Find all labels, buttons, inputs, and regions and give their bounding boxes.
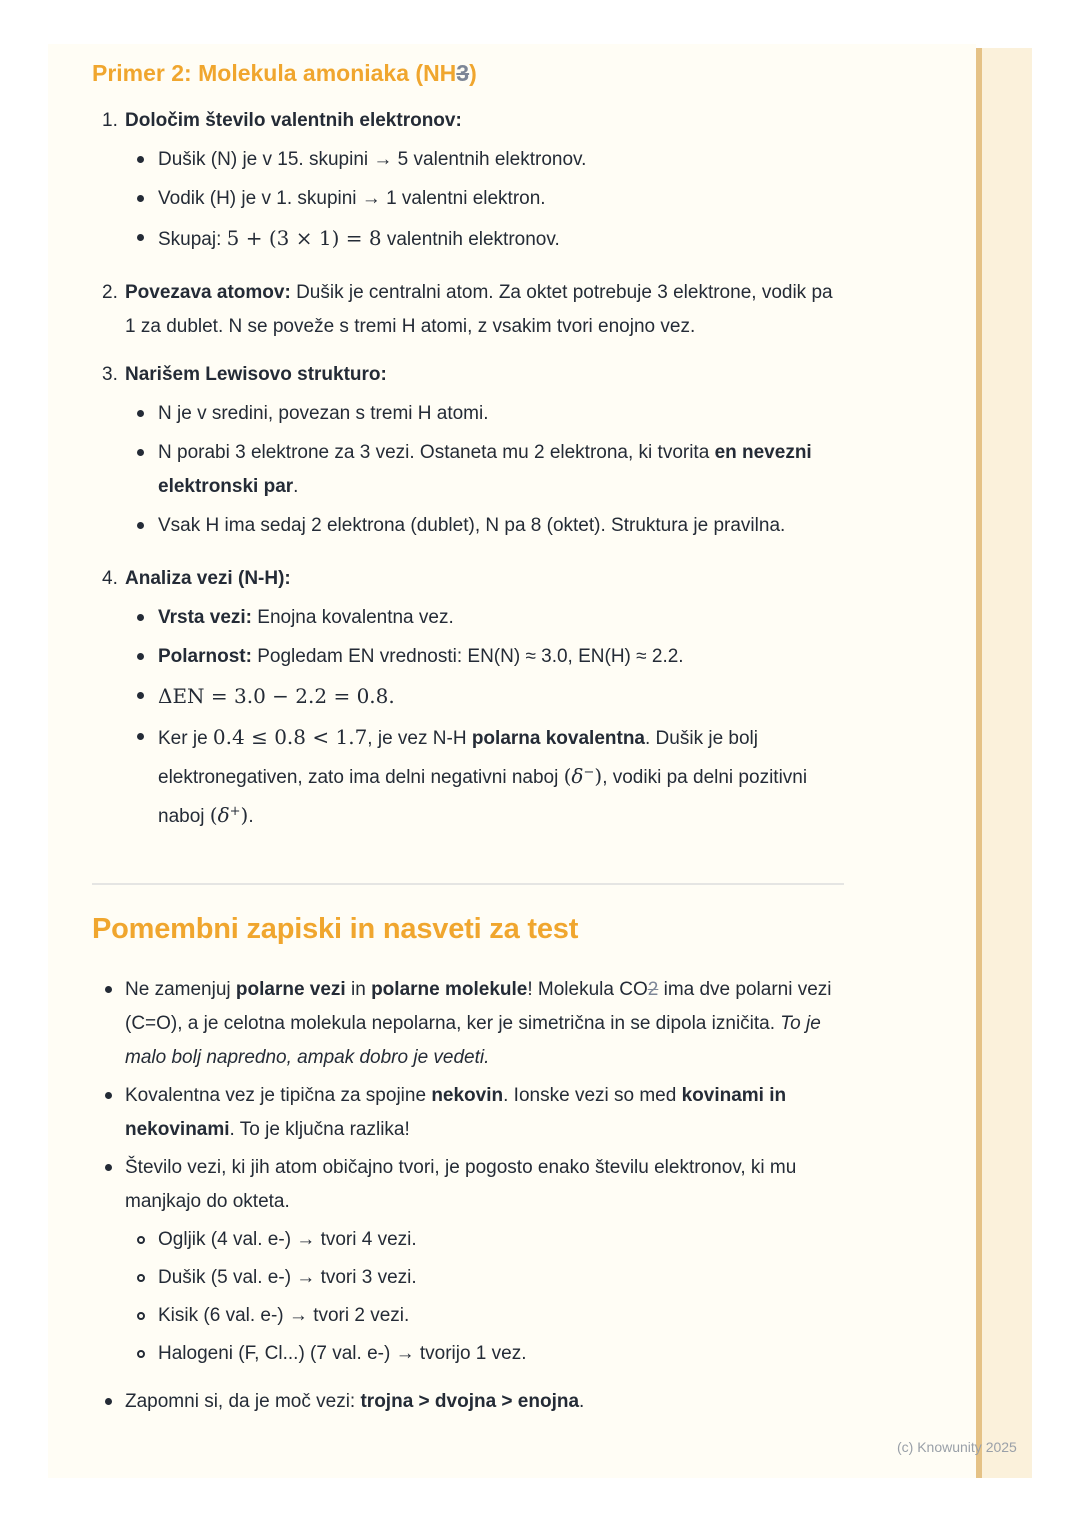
sub-bullet-list xyxy=(125,1223,844,1371)
step-number: 2. xyxy=(102,282,118,303)
text-run: Narišem Lewisovo strukturo: xyxy=(125,364,387,385)
list-item xyxy=(125,601,844,635)
text-run: . Ionske vezi so med xyxy=(503,1085,682,1106)
step-paragraph xyxy=(125,276,844,344)
text-run: kovinami in nekovinami xyxy=(125,1085,787,1140)
text-run: Vodik (H) je v 1. skupini → 1 valentni elektron. xyxy=(158,188,546,209)
list-item xyxy=(125,640,844,674)
text-run: 2 xyxy=(647,979,659,1000)
bullet-list xyxy=(125,143,844,257)
next-page-edge-strip xyxy=(982,48,1032,1478)
step-2 xyxy=(92,276,844,344)
step-heading xyxy=(125,104,844,138)
sub-list-item xyxy=(125,1261,844,1295)
text-run: Kisik (6 val. e-) → tvori 2 vezi. xyxy=(158,1305,410,1326)
text-run: ) xyxy=(594,764,603,788)
bullet-list xyxy=(125,601,844,834)
copyright-watermark: (c) Knowunity 2025 xyxy=(897,1439,1017,1455)
list-item-text xyxy=(125,973,844,1075)
step-body xyxy=(125,562,844,839)
text-run: Polarnost: xyxy=(158,646,252,667)
notes-bullet-list xyxy=(92,973,844,1419)
text-run: Halogeni (F, Cl...) (7 val. e-) → tvorijo 1 vez. xyxy=(158,1343,527,1364)
text-run: . To je ključna razlika! xyxy=(229,1119,410,1140)
text-run: ( xyxy=(563,764,572,788)
bullet-icon xyxy=(105,1398,112,1405)
text-run: δ xyxy=(217,803,230,827)
list-item-text xyxy=(158,436,844,504)
text-run: . xyxy=(579,1391,585,1412)
text-run: − xyxy=(583,765,595,780)
step-body xyxy=(125,104,844,262)
step-number: 4. xyxy=(102,568,118,589)
document-page xyxy=(48,44,976,1478)
text-run: Enojna kovalentna vez. xyxy=(252,607,454,628)
bullet-icon xyxy=(137,733,144,740)
bullet-icon xyxy=(105,986,112,993)
bullet-icon xyxy=(105,1164,112,1171)
text-run: . xyxy=(293,476,299,497)
text-run: ima dve polarni vezi (C=O), a je celotna molekula nepolarna, ker je simetrična in se dipola izničita. xyxy=(125,979,832,1034)
list-item-text xyxy=(125,1151,844,1381)
text-run: en nevezni elektronski par xyxy=(158,442,812,497)
bullet-icon xyxy=(137,614,144,621)
list-item xyxy=(92,973,844,1075)
text-run: Ogljik (4 val. e-) → tvori 4 vezi. xyxy=(158,1229,417,1250)
list-item-text xyxy=(158,720,844,834)
bullet-icon xyxy=(137,653,144,660)
text-run: Povezava atomov: xyxy=(125,282,291,303)
text-run: + xyxy=(229,804,241,819)
text-run: δ xyxy=(571,764,584,788)
list-item xyxy=(92,1079,844,1147)
text-run: Analiza vezi (N-H): xyxy=(125,568,291,589)
list-item xyxy=(125,679,844,715)
circle-bullet-icon xyxy=(137,1350,145,1358)
list-item-text xyxy=(158,679,844,715)
text-run: N porabi 3 elektrone za 3 vezi. Ostaneta mu 2 elektrona, ki tvorita xyxy=(158,442,715,463)
step-1 xyxy=(92,104,844,262)
text-run: Skupaj: xyxy=(158,229,227,250)
step-number: 3. xyxy=(102,364,118,385)
bullet-icon xyxy=(137,156,144,163)
step-body xyxy=(125,358,844,548)
list-item xyxy=(125,720,844,834)
list-item-text xyxy=(158,143,844,177)
text-run: polarne molekule xyxy=(371,979,528,1000)
circle-bullet-icon xyxy=(137,1312,145,1320)
text-run: ) xyxy=(469,60,477,86)
text-run: To je malo bolj napredno, ampak dobro je vedeti. xyxy=(125,1013,821,1068)
text-run: , vodiki pa delni pozitivni naboj xyxy=(158,767,808,827)
text-run: valentnih elektronov. xyxy=(381,229,560,250)
bullet-icon xyxy=(137,522,144,529)
numbered-steps xyxy=(92,104,844,839)
list-item-text xyxy=(158,601,844,635)
text-run: Ker je xyxy=(158,728,213,749)
text-run: Vsak H ima sedaj 2 elektrona (dublet), N pa 8 (oktet). Struktura je pravilna. xyxy=(158,515,786,536)
text-run: N je v sredini, povezan s tremi H atomi. xyxy=(158,403,489,424)
text-run: 5 + (3 × 1) = 8 xyxy=(226,226,382,250)
text-run: Dušik (5 val. e-) → tvori 3 vezi. xyxy=(158,1267,417,1288)
step-heading xyxy=(125,562,844,596)
text-run: Dušik (N) je v 15. skupini → 5 valentnih elektronov. xyxy=(158,149,587,170)
step-body xyxy=(125,276,844,344)
step-3 xyxy=(92,358,844,548)
bullet-icon xyxy=(137,410,144,417)
list-item xyxy=(125,143,844,177)
text-run: Zapomni si, da je moč vezi: xyxy=(125,1391,361,1412)
sub-list-item xyxy=(125,1223,844,1257)
text-run: ( xyxy=(209,803,218,827)
list-item xyxy=(92,1151,844,1381)
text-run: polarne vezi xyxy=(235,979,346,1000)
sub-list-item-text xyxy=(158,1223,844,1257)
section-title-pomembni-zapiski: Pomembni zapiski in nasveti za test xyxy=(92,913,579,945)
text-run: Dušik je centralni atom. Za oktet potrebuje 3 elektrone, vodik pa 1 za dublet. N se poveže s tremi H atomi, z vsakim tvori enojno vez. xyxy=(125,282,833,337)
text-run: Ne zamenjuj xyxy=(125,979,236,1000)
list-item-text xyxy=(158,509,844,543)
list-item xyxy=(125,397,844,431)
bullet-icon xyxy=(137,195,144,202)
list-item xyxy=(125,509,844,543)
list-item-text xyxy=(125,1157,796,1212)
list-item xyxy=(92,1385,844,1419)
text-run: ! Molekula CO xyxy=(527,979,648,1000)
section-divider xyxy=(92,883,844,885)
bullet-icon xyxy=(105,1092,112,1099)
list-item xyxy=(125,436,844,504)
sub-list-item-text xyxy=(158,1261,844,1295)
list-item-text xyxy=(158,397,844,431)
list-item-text xyxy=(158,182,844,216)
circle-bullet-icon xyxy=(137,1236,145,1244)
bullet-icon xyxy=(137,692,144,699)
sub-list-item xyxy=(125,1337,844,1371)
text-run: 0.4 ≤ 0.8 < 1.7 xyxy=(212,725,368,749)
text-run: Določim število valentnih elektronov: xyxy=(125,110,462,131)
bullet-list xyxy=(125,397,844,543)
text-run: . xyxy=(248,806,254,827)
bullet-icon xyxy=(137,449,144,456)
document-content xyxy=(92,44,844,1419)
list-item-text xyxy=(125,1385,844,1419)
list-item-text xyxy=(158,640,844,674)
text-run: 3 xyxy=(456,60,470,86)
text-run: trojna > dvojna > enojna xyxy=(360,1391,580,1412)
bullet-icon xyxy=(137,234,144,241)
text-run: nekovin xyxy=(431,1085,504,1106)
step-4 xyxy=(92,562,844,839)
text-run: Vrsta vezi: xyxy=(158,607,252,628)
text-run: Število vezi, ki jih atom običajno tvori, je pogosto enako številu elektronov, ki mu manjkajo do okteta. xyxy=(125,1157,797,1212)
text-run: ΔEN = 3.0 − 2.2 = 0.8. xyxy=(158,684,395,708)
step-heading xyxy=(125,358,844,392)
circle-bullet-icon xyxy=(137,1274,145,1282)
sub-list-item-text xyxy=(158,1299,844,1333)
list-item xyxy=(125,221,844,257)
sub-list-item xyxy=(125,1299,844,1333)
list-item-text xyxy=(125,1079,844,1147)
text-run: Pogledam EN vrednosti: EN(N) ≈ 3.0, EN(H) ≈ 2.2. xyxy=(251,646,684,667)
text-run: Kovalentna vez je tipična za spojine xyxy=(125,1085,432,1106)
sub-list-item-text xyxy=(158,1337,844,1371)
step-number: 1. xyxy=(102,110,118,131)
text-run: in xyxy=(345,979,372,1000)
list-item-text xyxy=(158,221,844,257)
text-run: , je vez N-H xyxy=(367,728,472,749)
text-run: polarna kovalentna xyxy=(471,728,645,749)
text-run: . Dušik je bolj elektronegativen, zato ima delni negativni naboj xyxy=(158,728,758,788)
list-item xyxy=(125,182,844,216)
text-run: Primer 2: Molekula amoniaka (NH xyxy=(92,60,457,86)
text-run: ) xyxy=(240,803,249,827)
section-title-primer-2 xyxy=(92,58,844,88)
